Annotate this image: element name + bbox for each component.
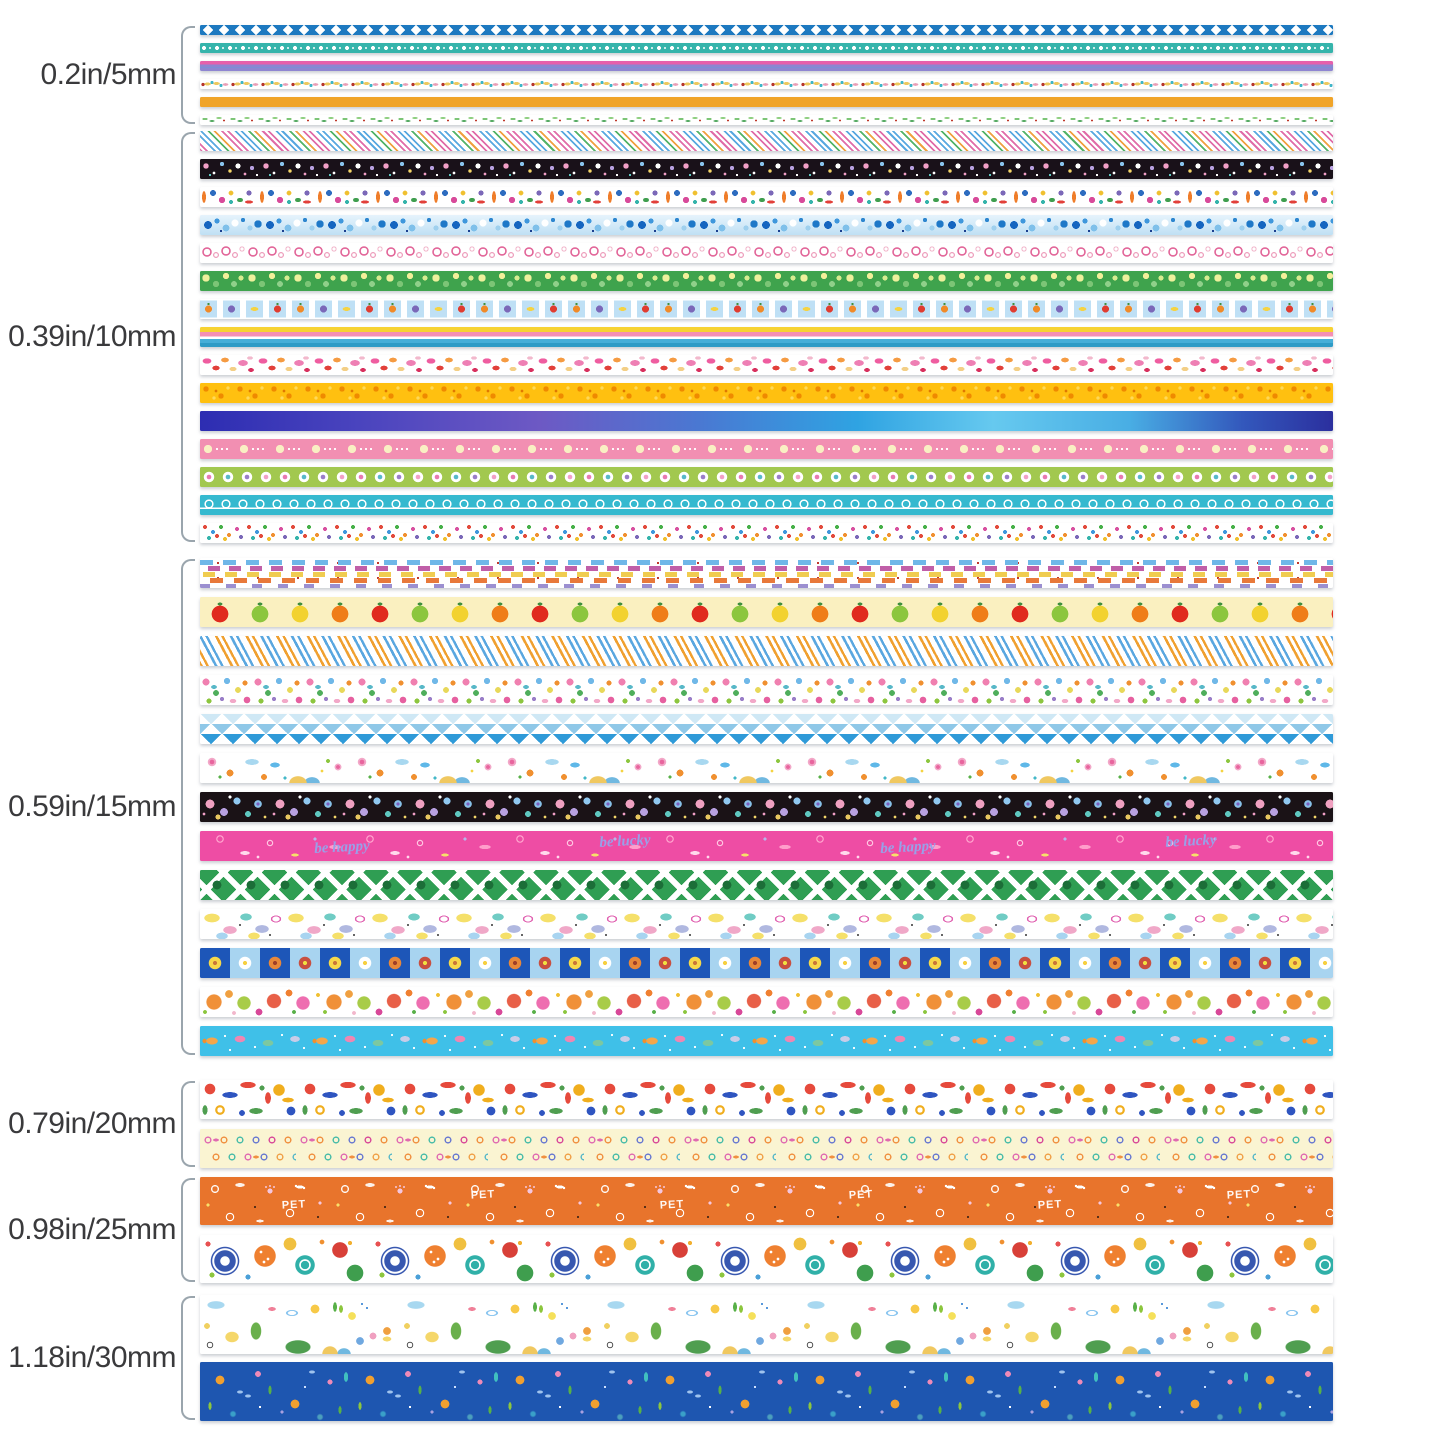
size-groups [0,25,1445,1421]
tape-strip-fruit-squares [200,299,1333,319]
bracket-column [180,558,197,1056]
tape-strip-pastel-stamps [200,909,1333,939]
tape-strip-bakery [200,1129,1333,1168]
bracket-column [180,1295,197,1421]
label-column [0,131,180,543]
tape-strip-nature-doodles [200,1295,1333,1354]
tape-strip-pattern-balls [200,1235,1333,1283]
size-bracket [181,132,195,542]
tape-strip-teal-v [200,43,1333,53]
tape-strip-chevron-blue [200,714,1333,744]
strip-repeat-text: PET [1226,1188,1252,1202]
size-bracket [181,559,195,1055]
tape-strip-pet-orange [200,1177,1333,1225]
tape-strip-green-lattice [200,870,1333,900]
size-group-25mm [0,1177,1445,1283]
size-group-5mm [0,25,1445,125]
bracket-column [180,1080,197,1168]
tape-strip-candy-blobs [200,355,1333,375]
tape-strip-geo-shapes [200,187,1333,207]
tape-strip-matisse [200,1080,1333,1119]
size-bracket [181,26,195,124]
tape-strip-teal-loops [200,495,1333,515]
tape-strip-garland [200,79,1333,89]
strip-stack [200,25,1333,125]
strip-stack [200,1295,1333,1421]
tape-strip-tomatoes [200,597,1333,627]
tape-strip-black-hearts [200,792,1333,822]
size-bracket [181,1178,195,1282]
strip-repeat-text: PET [281,1198,307,1212]
strip-stack [200,1080,1333,1168]
tape-strip-scribble-balls [200,987,1333,1017]
tape-strip-flower-squares [200,948,1333,978]
label-column [0,1295,180,1421]
tape-strip-polka-multi [200,523,1333,543]
size-group-30mm [0,1295,1445,1421]
label-column [0,1177,180,1283]
label-column [0,558,180,1056]
tape-strip-pink-lucky [200,831,1333,861]
size-label: 0.39in/10mm [8,320,176,353]
tape-strip-party-confetti [200,675,1333,705]
strip-repeat-text: PET [848,1188,874,1202]
strip-stack [200,558,1333,1056]
tape-strip-rainbow-stripes [200,327,1333,347]
tape-strip-pink-stars [200,439,1333,459]
size-bracket [181,1081,195,1167]
strip-repeat-text: be lucky [598,832,651,852]
label-column [0,25,180,125]
tape-strip-ombre [200,411,1333,431]
size-group-10mm [0,131,1445,543]
size-label: 0.59in/15mm [8,790,176,823]
bracket-column [180,1177,197,1283]
tape-strip-fish [200,1026,1333,1056]
strip-repeat-text: PET [470,1188,496,1202]
label-column [0,1080,180,1168]
strip-stack [200,1177,1333,1283]
bracket-column [180,25,197,125]
bracket-column [180,131,197,543]
strip-repeat-text: be happy [313,838,370,858]
tape-strip-blue-floral [200,1362,1333,1421]
tape-strip-orange-solid [200,97,1333,107]
tape-strip-pink-violet [200,61,1333,71]
tape-strip-weave [200,131,1333,151]
strip-repeat-text: PET [659,1198,685,1212]
size-label: 1.18in/30mm [8,1341,176,1374]
tape-strip-black-stars [200,159,1333,179]
tape-strip-green-hearts [200,271,1333,291]
tape-strip-diagonal-strokes [200,636,1333,666]
tape-strip-green-scribble [200,115,1333,125]
size-group-20mm [0,1080,1445,1168]
strip-repeat-text: PET [1037,1198,1063,1212]
strip-repeat-text: be happy [880,838,937,858]
tape-strip-blue-dots [200,215,1333,235]
size-label: 0.79in/20mm [8,1107,176,1140]
tape-strip-gold-sparkle [200,383,1333,403]
strip-repeat-text: be lucky [1165,832,1218,852]
strip-stack [200,131,1333,543]
tape-strip-blue-diamonds [200,25,1333,35]
tape-strip-garden-doodles [200,753,1333,783]
size-group-15mm [0,558,1445,1056]
size-bracket [181,1296,195,1420]
tape-strip-multidash [200,558,1333,588]
tape-strip-heart-outline [200,243,1333,263]
tape-strip-flower-medallions [200,467,1333,487]
size-label: 0.98in/25mm [8,1213,176,1246]
size-label: 0.2in/5mm [40,58,176,91]
